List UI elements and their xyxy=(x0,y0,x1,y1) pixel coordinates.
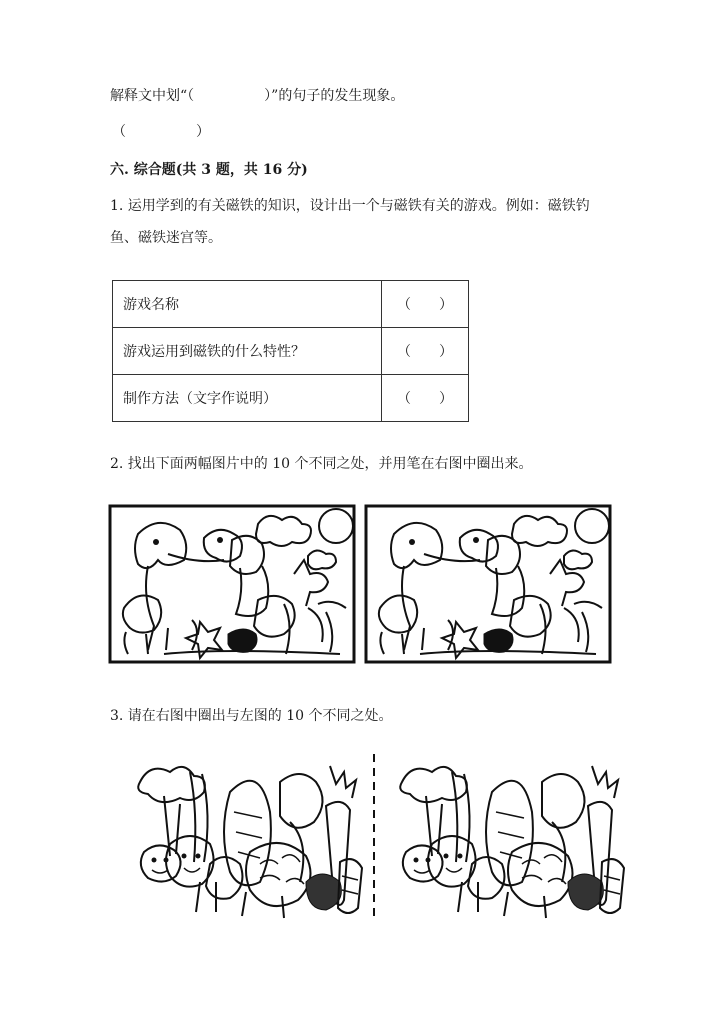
question-3-text: 3. 请在右图中圈出与左图的 10 个不同之处。 xyxy=(110,708,393,724)
row-answer-blank[interactable]: （ ） xyxy=(382,375,469,422)
game-design-table xyxy=(112,280,469,422)
question-1-line-2: 鱼、磁铁迷宫等。 xyxy=(110,230,222,246)
table-row xyxy=(113,328,469,375)
row-label: 游戏运用到磁铁的什么特性？ xyxy=(113,328,382,375)
row-answer-blank[interactable]: （ ） xyxy=(382,281,469,328)
answer-blank: （ ） xyxy=(112,124,210,140)
spot-difference-vegetables-illustration xyxy=(130,752,630,924)
intro-text: 解释文中划“（ ）”的句子的发生现象。 xyxy=(110,88,405,104)
spot-difference-dogs-illustration xyxy=(108,504,614,666)
section-title: 六. 综合题(共 3 题，共 16 分) xyxy=(110,162,308,178)
question-1-line-1: 1. 运用学到的有关磁铁的知识，设计出一个与磁铁有关的游戏。例如：磁铁钓 xyxy=(110,198,590,214)
row-label: 制作方法（文字作说明） xyxy=(113,375,382,422)
table-row xyxy=(113,281,469,328)
row-label: 游戏名称 xyxy=(113,281,382,328)
row-answer-blank[interactable]: （ ） xyxy=(382,328,469,375)
table-row xyxy=(113,375,469,422)
question-2-text: 2. 找出下面两幅图片中的 10 个不同之处，并用笔在右图中圈出来。 xyxy=(110,456,533,472)
